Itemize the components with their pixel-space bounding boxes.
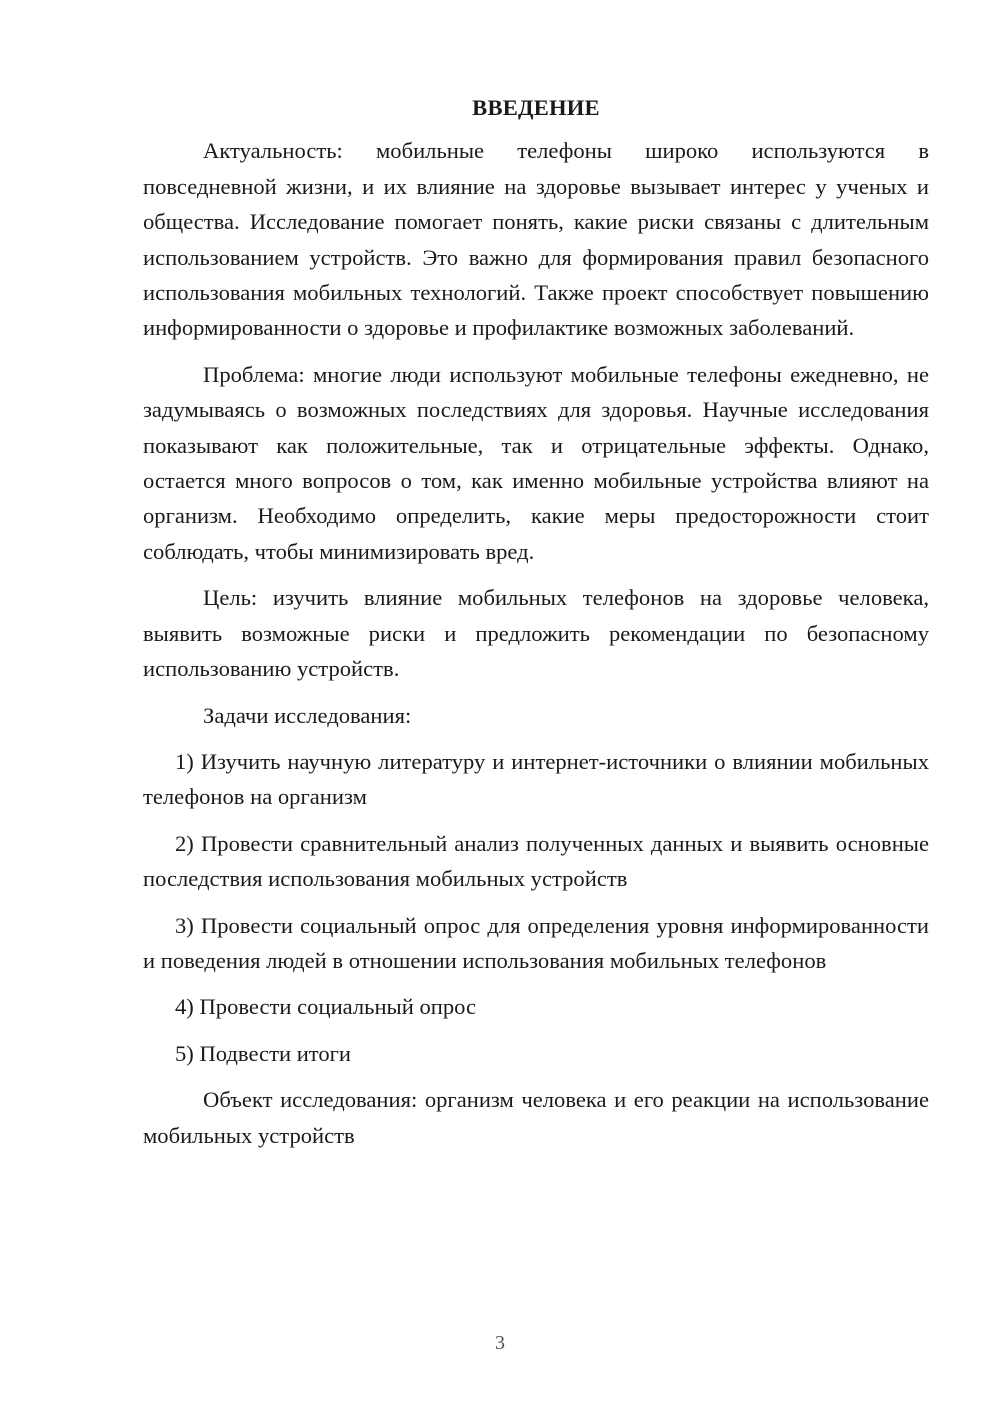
page-content <box>143 90 929 1164</box>
task-item: 5) Подвести итоги <box>175 1040 352 1066</box>
task-item: 1) Изучить научную литературу и интернет-источники о влиянии мобильных телефонов на организм <box>143 748 929 810</box>
task-item: 3) Провести социальный опрос для определения уровня информированности и поведения людей в отношении использования мобильных телефонов <box>143 912 929 973</box>
tasks-title: Задачи исследования: <box>203 702 412 728</box>
section-heading: ВВЕДЕНИЕ <box>472 95 600 120</box>
task-item: 2) Провести сравнительный анализ полученных данных и выявить основные последствия использования мобильных устройств <box>143 830 929 892</box>
relevance-paragraph: Актуальность: мобильные телефоны широко используются в повседневной жизни, и их влияние на здоровье вызывает интерес у ученых и общества. Исследование помогает понять, какие риски связаны с длительным использованием устройств. Это важно для формирования правил безопасного использования мобильных технологий. Также проект способствует повышению информированности о здоровье и профилактике возможных заболеваний. <box>143 138 929 341</box>
page-number: 3 <box>495 1332 505 1354</box>
goal-paragraph: Цель: изучить влияние мобильных телефонов на здоровье человека, выявить возможные риски и предложить рекомендации по безопасному использованию устройств. <box>143 585 929 682</box>
problem-paragraph: Проблема: многие люди используют мобильные телефоны ежедневно, не задумываясь о возможных последствиях для здоровья. Научные исследования показывают как положительные, так и отрицательные эффекты. Однако, остается много вопросов о том, как именно мобильные устройства влияют на организм. Необходимо определить, какие меры предосторожности стоит соблюдать, чтобы минимизировать вред. <box>143 361 929 564</box>
task-item: 4) Провести социальный опрос <box>175 994 477 1020</box>
object-paragraph: Объект исследования: организм человека и его реакции на использование мобильных устройств <box>143 1087 929 1148</box>
